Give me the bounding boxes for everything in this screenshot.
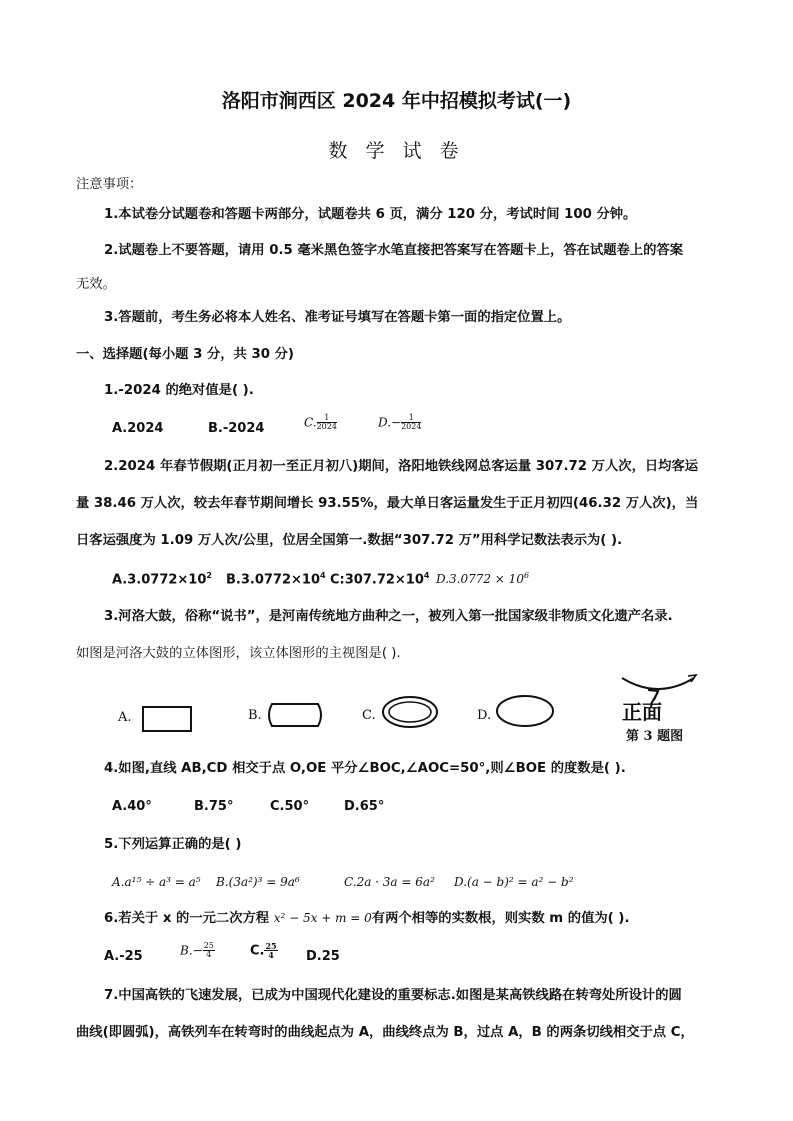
q2-d-exp: 6: [523, 571, 530, 580]
q3-option-c-double-ellipse: [380, 694, 440, 730]
q5-option-b: B.(3a²)³ = 9a⁶: [216, 875, 300, 889]
q1-c-prefix: C.: [304, 415, 317, 430]
q2-option-c: [330, 572, 429, 586]
q1-option-b: B.-2024: [208, 421, 265, 436]
q6-option-b: [180, 942, 215, 960]
question-7-line-2: 曲线(即圆弧)，高铁列车在转弯时的曲线起点为 A，曲线终点为 B，过点 A，B 的两条切线相交于点 C，: [76, 1025, 694, 1040]
q3-option-a-rectangle: [142, 705, 192, 733]
q2-c-base: C:307.72×10: [330, 572, 424, 588]
q3-option-d-label: D.: [477, 708, 492, 723]
q6-option-a: A.-25: [104, 949, 143, 964]
question-2-line-2: 量 38.46 万人次，较去年春节期间增长 93.55%，最大单日客运量发生于正月初四(46.32 万人次)，当: [76, 496, 699, 511]
q6-b-den: 4: [206, 950, 212, 960]
q6-c-prefix: C.: [250, 943, 265, 959]
q3-option-b-barrel: [266, 702, 326, 730]
question-3-line-1: 3.河洛大鼓，俗称“说书”，是河南传统地方曲种之一，被列入第一批国家级非物质文化遗产名录.: [104, 609, 673, 624]
q3-option-b-label: B.: [248, 708, 262, 723]
q1-option-c: [304, 414, 337, 432]
question-3-line-2: 如图是河洛大鼓的立体图形，该立体图形的主视图是( ).: [76, 646, 401, 661]
notice-heading: 注意事项：: [76, 177, 143, 192]
section-heading: 一、选择题(每小题 3 分，共 30 分): [76, 347, 294, 362]
q1-c-den: 2024: [316, 422, 337, 432]
q1-c-num: 1: [317, 414, 337, 423]
q6-b-num: 25: [203, 941, 214, 950]
q1-option-d: [378, 414, 421, 432]
q1-d-num: 1: [401, 414, 421, 423]
q1-c-fraction: [317, 414, 337, 432]
q6-stem-post: 有两个相等的实数根，则实数 m 的值为( ).: [371, 911, 630, 926]
q1-d-prefix: D.−: [378, 415, 402, 430]
notice-item-1: 1.本试卷分试题卷和答题卡两部分，试题卷共 6 页，满分 120 分，考试时间 100 分钟。: [104, 207, 637, 222]
q1-d-fraction: [401, 414, 421, 432]
q6-b-prefix: B.−: [180, 943, 203, 958]
q2-b-exp: 4: [320, 571, 326, 580]
q4-option-c: C.50°: [270, 799, 310, 814]
q3-option-d-ellipse: [494, 693, 556, 729]
q1-option-a: A.2024: [112, 421, 164, 436]
q5-option-c: C.2a · 3a = 6a²: [344, 875, 435, 889]
q6-equation: x² − 5x + m = 0: [273, 911, 372, 925]
question-2-line-3: 日客运强度为 1.09 万人次/公里，位居全国第一.数据“307.72 万”用科学记数法表示为( ).: [76, 533, 623, 548]
notice-item-2: 2.试题卷上不要答题，请用 0.5 毫米黑色签字水笔直接把答案写在答题卡上，答在试题卷上的答案: [104, 243, 683, 258]
q6-c-fraction: [264, 942, 277, 960]
q3-option-a-label: A.: [118, 710, 132, 725]
q5-option-d: D.(a − b)² = a² − b²: [454, 875, 574, 889]
question-2-line-1: 2.2024 年春节假期(正月初一至正月初八)期间，洛阳地铁线网总客运量 307.72 万人次，日均客运: [104, 459, 699, 474]
front-view-label: 正面: [622, 700, 662, 724]
q2-b-base: B.3.0772×10: [226, 572, 320, 588]
question-7-line-1: 7.中国高铁的飞速发展，已成为中国现代化建设的重要标志.如图是某高铁线路在转弯处所设计的圆: [104, 988, 682, 1003]
exam-subtitle: 数 学 试 卷: [328, 140, 465, 162]
figure-3-caption: 第 3 题图: [626, 729, 684, 744]
exam-title: 洛阳市涧西区 2024 年中招模拟考试(一): [221, 90, 572, 112]
q2-d-base: D.3.0772 × 10: [436, 572, 524, 586]
q2-c-exp: 4: [423, 571, 430, 580]
q2-option-b: [226, 572, 326, 586]
q5-option-a: A.a¹⁵ ÷ a³ = a⁵: [112, 875, 201, 889]
q6-c-num: 25: [265, 941, 277, 951]
q1-d-den: 2024: [401, 422, 422, 432]
q6-c-den: 4: [268, 950, 274, 961]
q2-a-exp: 2: [206, 571, 212, 580]
q2-option-d: [436, 572, 529, 585]
q6-b-fraction: [203, 942, 215, 960]
question-1-stem: 1.-2024 的绝对值是( ).: [104, 383, 254, 398]
q2-option-a: [112, 572, 212, 586]
q6-stem-pre: 6.若关于 x 的一元二次方程: [104, 911, 274, 926]
notice-item-3: 3.答题前，考生务必将本人姓名、准考证号填写在答题卡第一面的指定位置上。: [104, 310, 571, 325]
question-4-stem: 4.如图,直线 AB,CD 相交于点 O,OE 平分∠BOC,∠AOC=50°,则∠BOE 的度数是( ).: [104, 761, 626, 776]
q3-option-c-label: C.: [362, 708, 376, 723]
q4-option-d: D.65°: [344, 799, 385, 814]
question-6-stem: [104, 912, 630, 925]
q6-option-d: D.25: [306, 949, 340, 964]
q2-a-base: A.3.0772×10: [112, 572, 207, 588]
q4-option-a: A.40°: [112, 799, 152, 814]
notice-item-2-cont: 无效。: [76, 277, 116, 292]
question-5-stem: 5.下列运算正确的是( ): [104, 837, 242, 852]
q4-option-b: B.75°: [194, 799, 234, 814]
q6-option-c: [250, 942, 278, 960]
